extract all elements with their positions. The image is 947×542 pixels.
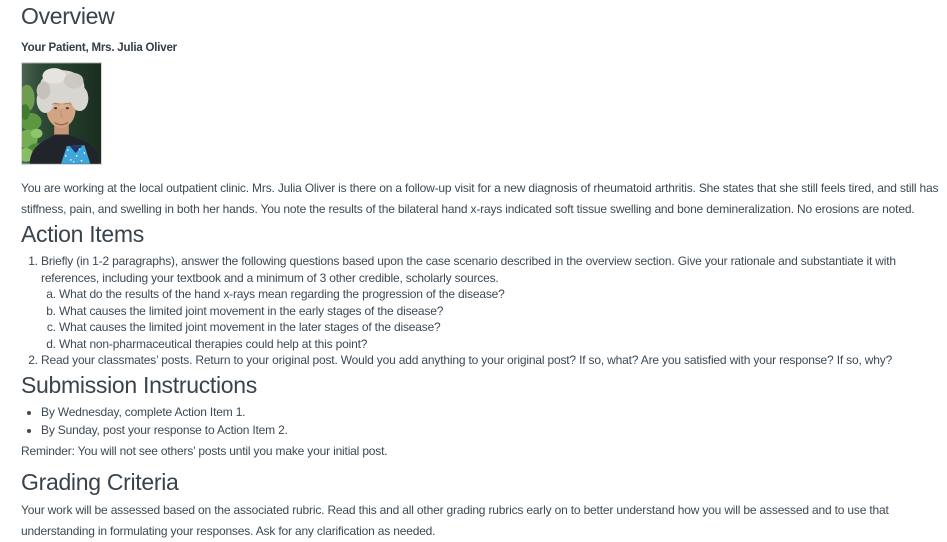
submission-instructions-heading: Submission Instructions [21,371,257,398]
action-item-1-text: Briefly (in 1-2 paragraphs), answer the following questions based upon the case scenario described in the overview section. Give your rationale and substantiate it with references, including your textbook and a minimum of 3 other credible, scholarly sources. [41,254,896,285]
sub-question-b: b. What causes the limited joint movement in the early stages of the disease? [59,303,941,320]
patient-label: Your Patient, Mrs. Julia Oliver [21,42,177,54]
sub-question-d: d. What non-pharmaceutical therapies could help at this point? [59,336,941,353]
action-items-list [21,253,941,369]
grading-criteria-paragraph: Your work will be assessed based on the associated rubric. Read this and all other grading rubrics early on to better understand how you will be assessed and to use that understanding in formulating your responses. Ask for any clarification as needed. [21,502,889,538]
sub-question-c: c. What causes the limited joint movement in the later stages of the disease? [59,319,941,336]
action-item-1-subquestions [41,286,941,352]
submission-bullet-2: • By Sunday, post your response to Action Item 2. [41,421,941,439]
sub-question-a: a. What do the results of the hand x-rays mean regarding the progression of the disease? [59,286,941,303]
action-items-heading: Action Items [21,221,144,247]
action-item-1 [41,253,941,352]
overview-heading: Overview [21,3,115,29]
overview-paragraph: You are working at the local outpatient clinic. Mrs. Julia Oliver is there on a follow-up visit for a new diagnosis of rheumatoid arthritis. She states that she still feels tired, and still has stiffness, pain, and swelling in both her hands. You note the results of the bilateral hand x-rays indicated soft tissue swelling and bone demineralization. No erosions are noted. [21,181,939,216]
submission-bullet-1: • By Wednesday, complete Action Item 1. [41,403,941,421]
patient-photo [21,62,104,167]
action-item-2: 2. Read your classmates’ posts. Return to your original post. Would you add anything to your original post? If so, what? Are you satisfied with your response? If so, why? [41,352,941,369]
submission-instructions-list [21,403,941,439]
patient-photo-image [21,62,102,165]
reminder-text: Reminder: You will not see others’ posts until you make your initial post. [21,443,388,458]
grading-criteria-heading: Grading Criteria [21,468,179,495]
